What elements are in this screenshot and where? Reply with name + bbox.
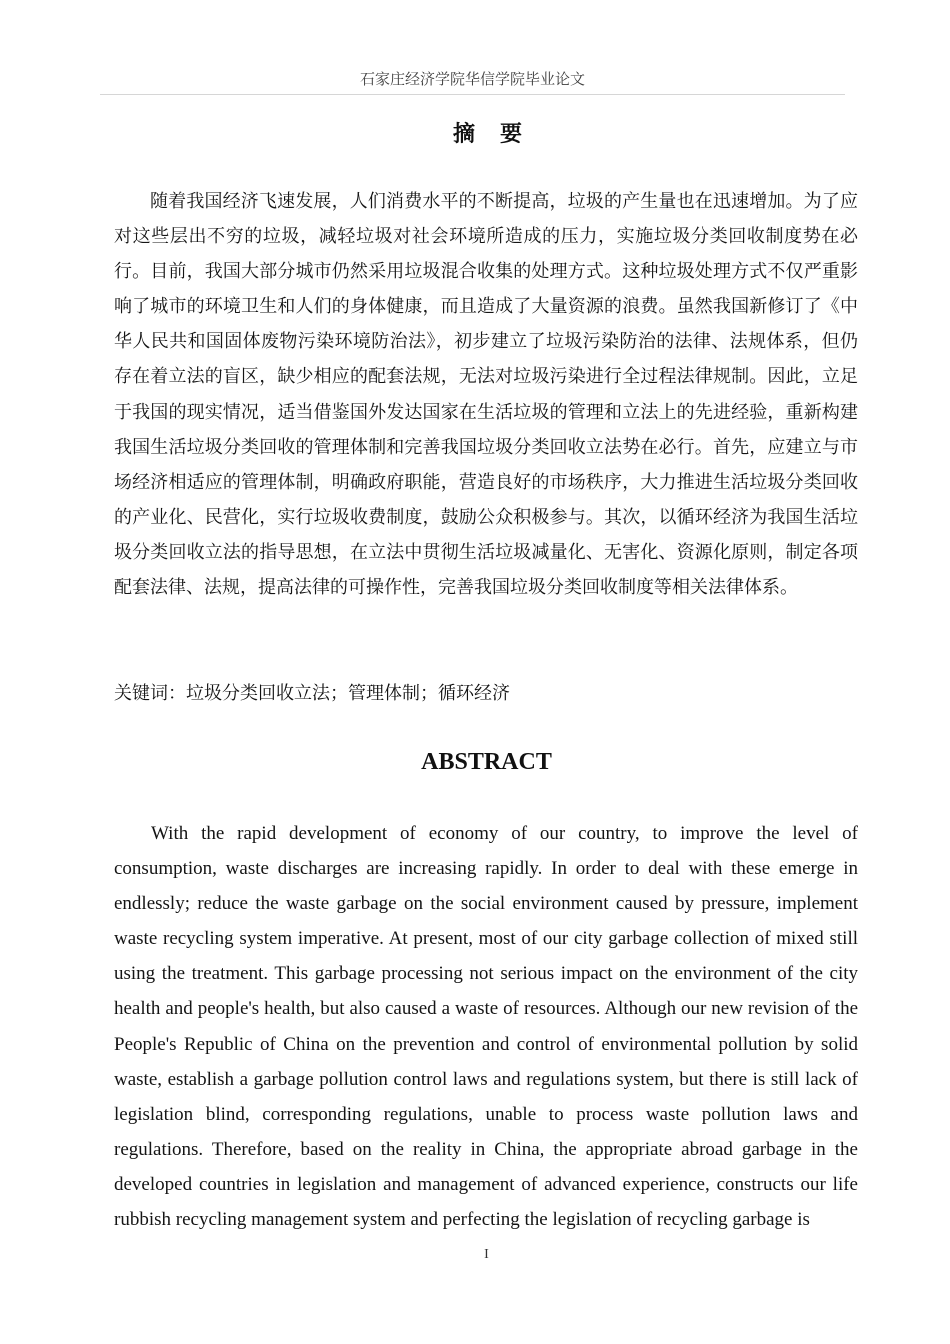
chinese-abstract-paragraph: 随着我国经济飞速发展，人们消费水平的不断提高，垃圾的产生量也在迅速增加。为了应对这些层出不穷的垃圾，减轻垃圾对社会环境所造成的压力，实施垃圾分类回收制度势在必行。目前，我国大部分城市仍然采用垃圾混合收集的处理方式。这种垃圾处理方式不仅严重影响了城市的环境卫生和人们的身体健康，而且造成了大量资源的浪费。虽然我国新修订了《中华人民共和国固体废物污染环境防治法》，初步建立了垃圾污染防治的法律、法规体系，但仍存在着立法的盲区，缺少相应的配套法规，无法对垃圾污染进行全过程法律规制。因此，立足于我国的现实情况，适当借鉴国外发达国家在生活垃圾的管理和立法上的先进经验，重新构建我国生活垃圾分类回收的管理体制和完善我国垃圾分类回收立法势在必行。首先，应建立与市场经济相适应的管理体制，明确政府职能，营造良好的市场秩序，大力推进生活垃圾分类回收的产业化、民营化，实行垃圾收费制度，鼓励公众积极参与。其次，以循环经济为我国生活垃圾分类回收立法的指导思想，在立法中贯彻生活垃圾减量化、无害化、资源化原则，制定各项配套法律、法规，提高法律的可操作性，完善我国垃圾分类回收制度等相关法律体系。 (114, 191, 858, 599)
english-abstract-body (114, 816, 858, 1237)
running-header: 石家庄经济学院华信学院毕业论文 (100, 68, 845, 95)
english-abstract-title: ABSTRACT (421, 749, 552, 775)
chinese-abstract-title (0, 117, 950, 148)
page-number: I (484, 1247, 489, 1262)
chinese-keywords: 关键词：垃圾分类回收立法；管理体制；循环经济 (114, 683, 510, 704)
chinese-abstract-title-part2: 要 (500, 122, 523, 147)
english-abstract-paragraph: With the rapid development of economy of our country, to improve the level of consumption, waste discharges are increasing rapidly. In order to deal with these emerge in endlessly; reduce the waste garbage on the social environment caused by pressure, implement waste recycling system imperative. At present, most of our city garbage collection of mixed still using the treatment. This garbage processing not serious impact on the environment of the city health and people's health, but also caused a waste of resources. Although our new revision of the People's Republic of China on the prevention and control of environmental pollution by solid waste, establish a garbage pollution control laws and regulations system, but there is still lack of legislation blind, corresponding regulations, unable to process waste pollution laws and regulations. Therefore, based on the reality in China, the appropriate abroad garbage in the developed countries in legislation and management of advanced experience, constructs our life rubbish recycling management system and perfecting the legislation of recycling garbage is (114, 823, 858, 1231)
chinese-abstract-body (114, 184, 858, 605)
chinese-abstract-title-part1: 摘 (452, 122, 475, 147)
